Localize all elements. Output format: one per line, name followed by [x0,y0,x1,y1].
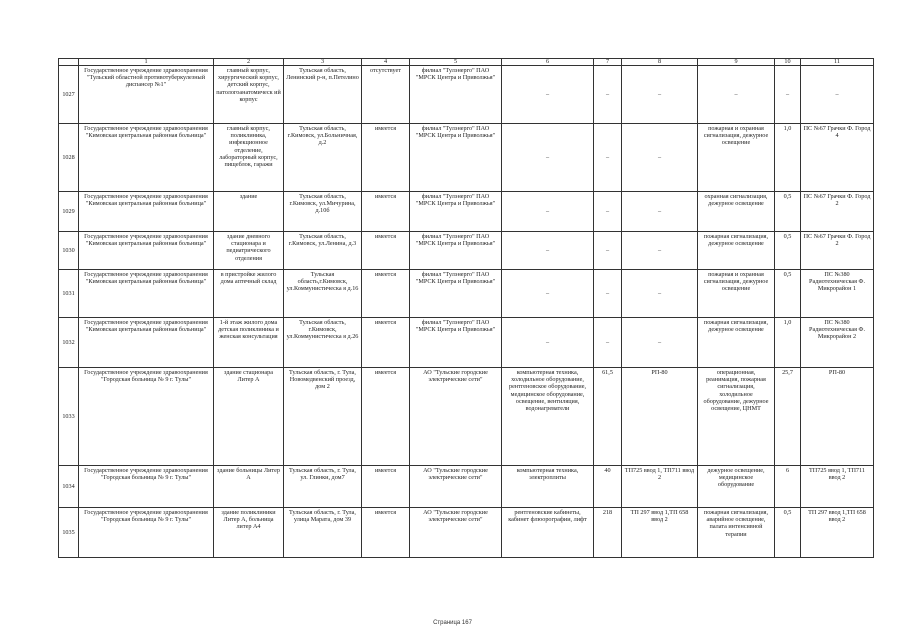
cell-c11: ПС №67 Грачки Ф. Город 2 [801,192,874,232]
cell-c7: – [594,192,622,232]
cell-c9: охранная сигнализация, дежурное освещение [698,192,775,232]
cell-c11: ТП725 ввод 1, ТП711 ввод 2 [801,466,874,508]
cell-c3: Тульская область, г.Кимовск, ул.Больничная, д.2 [284,124,362,192]
header-row [59,59,874,66]
row-number: 1030 [59,232,79,270]
col-header: 7 [594,59,622,66]
cell-c2: 1-й этаж жилого дома детская поликлиника и женская консультация [214,318,284,368]
cell-c11: ПС №380 Радиотехническая Ф. Микрорайон 2 [801,318,874,368]
cell-c4: имеется [362,368,410,466]
cell-c6: рентгеновские кабинеты, кабинет флюорографии, лифт [502,508,594,558]
cell-c7: 61,5 [594,368,622,466]
cell-c9: пожарная сигнализация, аварийное освещение, палата интенсивной терапии [698,508,775,558]
cell-c4: имеется [362,232,410,270]
cell-c10: 25,7 [775,368,801,466]
cell-c6: компьютерная техника, холодильное оборудование, рентгеновское оборудование, медицинское оборудование, освещение, вентиляция, водонагреватели [502,368,594,466]
cell-c6: – [502,192,594,232]
cell-c6: – [502,124,594,192]
cell-c3: Тульская область, г. Тула, ул. Глинки, дом7 [284,466,362,508]
cell-c11: ТП 297 ввод 1,ТП 658 ввод 2 [801,508,874,558]
table-row [59,66,874,124]
cell-c4: имеется [362,192,410,232]
table-row [59,192,874,232]
table-row [59,318,874,368]
row-number: 1032 [59,318,79,368]
cell-c1: Государственное учреждение здравоохранения "Городская больница № 9 г. Тулы" [79,466,214,508]
cell-c8: – [622,232,698,270]
col-header [59,59,79,66]
cell-c1: Государственное учреждение здравоохранения "Городская больница № 9 г. Тулы" [79,508,214,558]
cell-c8: ТП 297 ввод 1,ТП 658 ввод 2 [622,508,698,558]
cell-c9: – [698,66,775,124]
cell-c7: – [594,66,622,124]
cell-c2: здание [214,192,284,232]
table-row [59,368,874,466]
cell-c4: имеется [362,318,410,368]
document-page [58,58,871,558]
cell-c10: 0,5 [775,192,801,232]
cell-c10: – [775,66,801,124]
cell-c2: в пристройке жилого дома аптечный склад [214,270,284,318]
cell-c8: РП-80 [622,368,698,466]
cell-c6: – [502,270,594,318]
col-header: 2 [214,59,284,66]
row-number: 1029 [59,192,79,232]
col-header: 8 [622,59,698,66]
cell-c3: Тульская область, г. Тула, улица Марата, дом 39 [284,508,362,558]
cell-c1: Государственное учреждение здравоохранения "Кимовская центральная районная больница" [79,192,214,232]
cell-c2: здание стационара Литер А [214,368,284,466]
cell-c1: Государственное учреждение здравоохранения "Кимовская центральная районная больница" [79,318,214,368]
cell-c6: – [502,318,594,368]
cell-c4: имеется [362,270,410,318]
cell-c5: АО "Тульские городские электрические сети" [410,466,502,508]
col-header: 4 [362,59,410,66]
table-row [59,466,874,508]
cell-c9: пожарная сигнализация, дежурное освещение [698,232,775,270]
cell-c10: 0,5 [775,232,801,270]
cell-c8: – [622,318,698,368]
col-header: 6 [502,59,594,66]
cell-c6: – [502,66,594,124]
cell-c7: – [594,318,622,368]
cell-c3: Тульская область,г.Кимовск, ул.Коммунистическа я д.16 [284,270,362,318]
cell-c3: Тульская область, г.Кимовск, ул.Мичурина, д.10б [284,192,362,232]
col-header: 9 [698,59,775,66]
cell-c1: Государственное учреждение здравоохранения "Кимовская центральная районная больница" [79,232,214,270]
cell-c11: РП-80 [801,368,874,466]
cell-c5: АО "Тульские городские электрические сети" [410,508,502,558]
cell-c9: дежурное освещение, медицинское оборудование [698,466,775,508]
cell-c3: Тульская область, г. Тула, Новомедвенский проезд, дом 2 [284,368,362,466]
cell-c11: ПС №67 Грачки Ф. Город 2 [801,232,874,270]
cell-c11: ПС №67 Грачки Ф. Город 4 [801,124,874,192]
col-header: 1 [79,59,214,66]
cell-c10: 0,5 [775,508,801,558]
table-row [59,270,874,318]
cell-c7: – [594,124,622,192]
cell-c11: – [801,66,874,124]
cell-c9: операционная, реанимация, пожарная сигнализация, холодильное оборудование, дежурное освещение, ЦНМТ [698,368,775,466]
row-number: 1035 [59,508,79,558]
row-number: 1028 [59,124,79,192]
cell-c3: Тульская область, г.Кимовск, ул.Ленина, д.3 [284,232,362,270]
cell-c2: главный корпус, поликлиника, инфекционное отделение, лабораторный корпус, пищеблок, гаражи [214,124,284,192]
cell-c9: пожарная сигнализация, дежурное освещение [698,318,775,368]
cell-c1: Государственное учреждение здравоохранения "Тульский областной противотуберкулезный диспансер №1" [79,66,214,124]
cell-c2: главный корпус, хирургический корпус, детский корпус, патологоанатомическ ий корпус [214,66,284,124]
cell-c2: здание больницы Литер А [214,466,284,508]
row-number: 1033 [59,368,79,466]
cell-c6: компьютерная техника, электроплиты [502,466,594,508]
table-row [59,508,874,558]
col-header: 3 [284,59,362,66]
cell-c8: – [622,270,698,318]
cell-c10: 0,5 [775,270,801,318]
cell-c5: филиал "Тулэнерго" ПАО "МРСК Центра и Приволжья" [410,318,502,368]
cell-c11: ПС №380 Радиотехническая Ф. Микрорайон 1 [801,270,874,318]
cell-c10: 1,0 [775,124,801,192]
row-number: 1031 [59,270,79,318]
cell-c3: Тульская область, г.Кимовск, ул.Коммунистическа я д.26 [284,318,362,368]
cell-c4: имеется [362,466,410,508]
cell-c10: 6 [775,466,801,508]
cell-c5: филиал "Тулэнерго" ПАО "МРСК Центра и Приволжья" [410,66,502,124]
cell-c10: 1,0 [775,318,801,368]
cell-c5: филиал "Тулэнерго" ПАО "МРСК Центра и Приволжья" [410,192,502,232]
col-header: 10 [775,59,801,66]
cell-c8: – [622,124,698,192]
cell-c7: 40 [594,466,622,508]
cell-c1: Государственное учреждение здравоохранения "Кимовская центральная районная больница" [79,124,214,192]
cell-c1: Государственное учреждение здравоохранения "Кимовская центральная районная больница" [79,270,214,318]
cell-c5: филиал "Тулэнерго" ПАО "МРСК Центра и Приволжья" [410,124,502,192]
table-row [59,232,874,270]
col-header: 5 [410,59,502,66]
col-header: 11 [801,59,874,66]
cell-c5: филиал "Тулэнерго" ПАО "МРСК Центра и Приволжья" [410,270,502,318]
row-number: 1034 [59,466,79,508]
cell-c5: филиал "Тулэнерго" ПАО "МРСК Центра и Приволжья" [410,232,502,270]
cell-c9: пожарная и охранная сигнализация, дежурное освещение [698,124,775,192]
cell-c4: имеется [362,124,410,192]
cell-c9: пожарная и охранная сигнализация, дежурное освещение [698,270,775,318]
row-number: 1027 [59,66,79,124]
cell-c5: АО "Тульские городские электрические сети" [410,368,502,466]
cell-c7: 218 [594,508,622,558]
cell-c7: – [594,270,622,318]
cell-c2: здание дневного стационара и педиатрического отделения [214,232,284,270]
cell-c1: Государственное учреждение здравоохранения "Городская больница № 9 г. Тулы" [79,368,214,466]
table-row [59,124,874,192]
page-number: Страница 167 [433,620,472,626]
cell-c2: здание поликлиники Литер А, больница литер А4 [214,508,284,558]
cell-c4: отсутствует [362,66,410,124]
cell-c7: – [594,232,622,270]
cell-c4: имеется [362,508,410,558]
cell-c3: Тульская область, Ленинский р-н, п.Петелино [284,66,362,124]
cell-c8: – [622,66,698,124]
cell-c8: – [622,192,698,232]
facilities-table [58,58,874,558]
cell-c6: – [502,232,594,270]
cell-c8: ТП725 ввод 1, ТП711 ввод 2 [622,466,698,508]
